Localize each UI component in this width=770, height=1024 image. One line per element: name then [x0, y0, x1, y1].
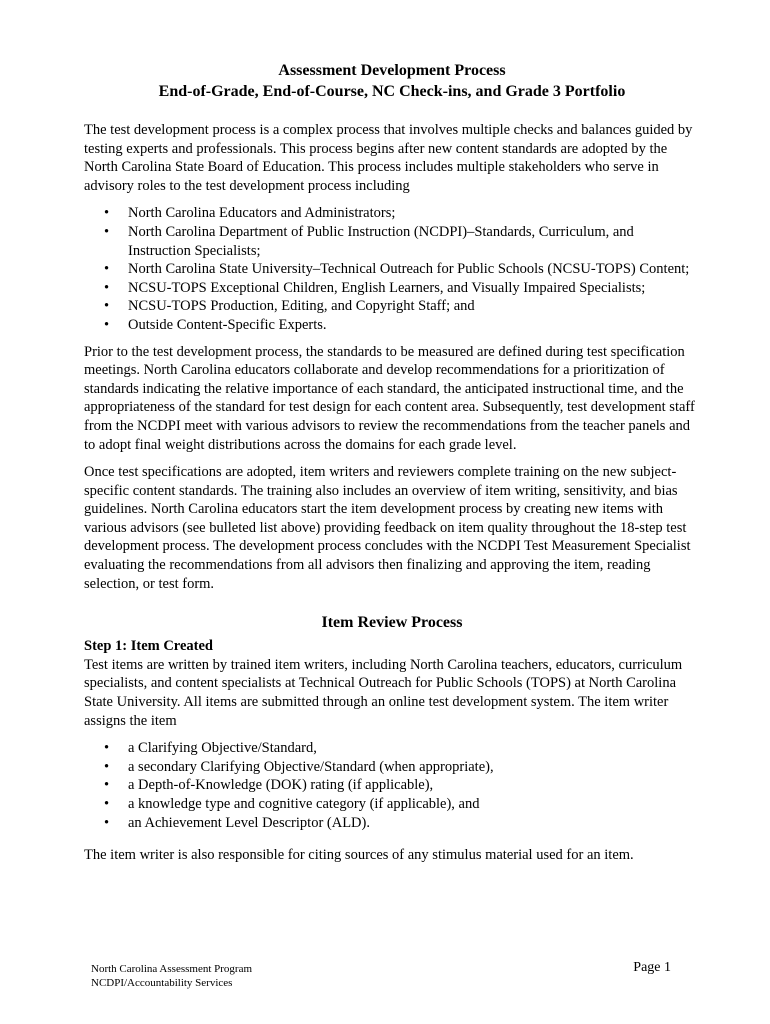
section-heading: Item Review Process	[321, 614, 463, 632]
footer-line-1: North Carolina Assessment Program	[91, 963, 253, 975]
bullet-icon: •	[104, 316, 110, 333]
item-assignment-list	[84, 739, 700, 832]
list-item: • NCSU-TOPS Production, Editing, and Copyright Staff; and	[104, 298, 475, 315]
list-item: • an Achievement Level Descriptor (ALD).	[104, 814, 370, 831]
bullet-icon: •	[104, 279, 110, 296]
bullet-icon: •	[104, 740, 110, 757]
bullet-icon: •	[104, 814, 110, 831]
title-line-1: Assessment Development Process	[278, 62, 506, 79]
intro-paragraph: The test development process is a complex process that involves multiple checks and balances guided by testing experts and professionals. This process begins after new content standards are adopted by the North Carolina State Board of Education. This process includes multiple stakeholders who serve in advisory roles to the test development process including	[84, 122, 693, 194]
bullet-icon: •	[104, 298, 110, 315]
step-1-heading: Step 1: Item Created	[84, 638, 213, 655]
bullet-icon: •	[104, 223, 110, 240]
stakeholder-list	[84, 204, 700, 334]
list-item: • North Carolina State University–Technical Outreach for Public Schools (NCSU-TOPS) Content;	[104, 261, 690, 278]
list-item: • a knowledge type and cognitive category (if applicable), and	[104, 796, 480, 812]
specification-paragraph: Prior to the test development process, the standards to be measured are defined during test specification meetings. North Carolina educators collaborate and develop recommendations for a prioritization of standards indicating the relative importance of each standard, the anticipated instructional time, and the appropriateness of the standard for test design for each content area. Subsequently, test development staff from the NCDPI meet with various advisors to review the recommendations from the teacher panels and to adopt final weight distributions across the domains for each grade level.	[84, 343, 695, 453]
step-1-paragraph: Test items are written by trained item writers, including North Carolina teachers, educators, curriculum specialists, and content specialists at Technical Outreach for Public Schools (TOPS) at North Carolina State University. All items are submitted through an online test development system. The item writer assigns the item	[84, 656, 683, 729]
footer-line-2: NCDPI/Accountability Services	[91, 977, 233, 989]
list-item: • a Depth-of-Knowledge (DOK) rating (if applicable),	[104, 777, 434, 794]
list-item: • North Carolina Department of Public Instruction (NCDPI)–Standards, Curriculum, and Instruction Specialists;	[104, 223, 634, 259]
title-line-2: End-of-Grade, End-of-Course, NC Check-ins, and Grade 3 Portfolio	[158, 83, 626, 100]
document-page	[84, 60, 700, 865]
list-item: • a secondary Clarifying Objective/Standard (when appropriate),	[104, 758, 494, 775]
list-item: • North Carolina Educators and Administrators;	[104, 205, 396, 222]
bullet-icon: •	[104, 205, 110, 222]
closing-paragraph: The item writer is also responsible for citing sources of any stimulus material used for an item.	[84, 847, 634, 864]
bullet-icon: •	[104, 758, 110, 775]
list-item: • Outside Content-Specific Experts.	[104, 316, 327, 333]
footer-organization	[91, 962, 252, 990]
bullet-icon: •	[104, 796, 110, 812]
bullet-icon: •	[104, 777, 110, 794]
document-title	[84, 60, 700, 102]
list-item: • a Clarifying Objective/Standard,	[104, 740, 317, 757]
bullet-icon: •	[104, 261, 110, 278]
item-development-paragraph: Once test specifications are adopted, item writers and reviewers complete training on the new subject-specific content standards. The training also includes an overview of item writing, sensitivity, and bias guidelines. North Carolina educators start the item development process by creating new items with various advisors (see bulleted list above) providing feedback on item quality throughout the 18-step test development process. The development process concludes with the NCDPI Test Measurement Specialist evaluating the recommendations from all advisors then finalizing and approving the item, reading selection, or test form.	[84, 464, 691, 592]
page-number: Page 1	[633, 960, 671, 975]
list-item: • NCSU-TOPS Exceptional Children, English Learners, and Visually Impaired Specialists;	[104, 279, 646, 296]
